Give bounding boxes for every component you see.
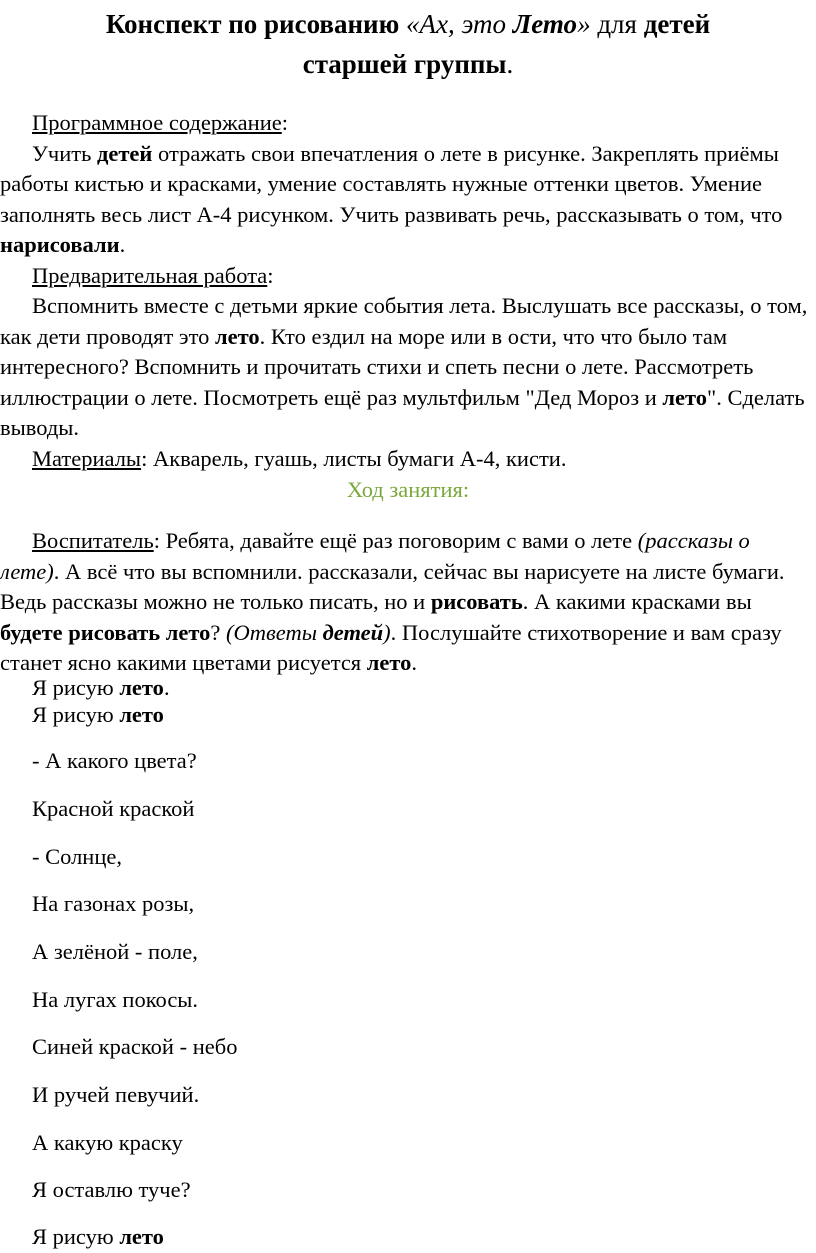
poem-line-1	[32, 673, 170, 703]
title-period: .	[506, 49, 514, 79]
prelim-text-1: Вспомнить вместе с детьми яркие события лета. Выслушать все рассказы, о том, как дети проводят это	[0, 293, 808, 349]
program-heading	[0, 108, 812, 139]
teacher-italic-1: (рассказы о лете)	[0, 528, 750, 584]
teacher-bold-2: будете рисовать лето	[0, 619, 211, 645]
program-paragraph	[0, 139, 812, 261]
prelim-bold-2: лето	[662, 384, 708, 410]
poem-line: На лугах покосы.	[32, 987, 199, 1012]
program-bold-1: детей	[97, 140, 153, 166]
teacher-text-3: . А какими красками вы	[522, 589, 752, 614]
poem-line-last	[32, 1222, 164, 1252]
title-summer: Лето	[512, 9, 578, 39]
prelim-bold-1: лето	[215, 323, 260, 349]
program-text-2: отражать свои впечатления о лете в рисунке. Закреплять приёмы работы кистью и красками, умение составлять нужные оттенки цветов. Умение заполнять весь лист А-4 рисунком. Учить развивать речь, рассказывать о том, что	[0, 140, 783, 227]
poem-last-bold: лето	[119, 1224, 164, 1249]
poem-line: Синей краской - небо	[32, 1034, 238, 1059]
title-quote-close: »	[577, 9, 591, 39]
intro-section	[0, 108, 812, 474]
poem-line-2-text: Я рисую	[32, 702, 120, 727]
poem-last-text: Я рисую	[32, 1224, 120, 1249]
poem-line: Красной краской	[32, 796, 195, 821]
teacher-bold-1: рисовать	[430, 589, 523, 614]
poem-line: А зелёной - поле,	[32, 939, 198, 964]
poem-line-1-bold: лето	[119, 675, 164, 700]
prelim-text-2: . Кто ездил на море или в ости, что что было там интересного? Вспомнить и прочитать стихи и спеть песни о лете. Рассмотреть иллюстрации о лете. Посмотреть ещё раз мультфильм "Дед Мороз и	[0, 323, 754, 410]
program-text-1: Учить	[32, 140, 98, 166]
poem-line: - А какого цвета?	[32, 748, 197, 773]
teacher-text-1: : Ребята, давайте ещё раз поговорим с вами о лете	[153, 528, 638, 553]
teacher-text-5: . Послушайте стихотворение и вам сразу станет ясно какими цветами рисуется	[0, 619, 782, 675]
teacher-text-2: . А всё что вы вспомнили. рассказали, сейчас вы нарисуете на листе бумаги. Ведь рассказы можно не только писать, но и	[0, 558, 785, 614]
poem-line: Я оставлю туче?	[32, 1177, 191, 1202]
title-children: детей	[643, 9, 711, 39]
program-bold-2: нарисовали	[0, 232, 120, 257]
title-quote-open: «Ах, это	[405, 9, 513, 39]
materials-label: Материалы	[32, 445, 142, 471]
teacher-text-4: ?	[210, 619, 227, 645]
title-group: старшей группы	[302, 49, 507, 79]
prelim-heading	[0, 261, 812, 292]
prelim-label: Предварительная работа	[32, 262, 268, 288]
materials-text: : Акварель, гуашь, листы бумаги А-4, кисти.	[141, 445, 567, 471]
teacher-text-6: .	[411, 650, 418, 675]
teacher-bold-3: лето	[366, 650, 412, 675]
teacher-italic-3: )	[383, 619, 391, 645]
poem-line: На газонах розы,	[32, 891, 195, 916]
prelim-paragraph	[0, 291, 812, 444]
title-for: для	[590, 9, 644, 39]
program-colon: :	[281, 110, 289, 135]
teacher-section	[0, 526, 812, 679]
poem-line-1-end: .	[163, 675, 170, 700]
document-title	[0, 4, 816, 84]
program-text-3: .	[119, 232, 126, 257]
teacher-italic-bold: детей	[322, 619, 384, 645]
teacher-label: Воспитатель	[32, 528, 154, 553]
poem-line-2-bold: лето	[119, 702, 164, 727]
materials-paragraph	[0, 444, 812, 475]
program-label: Программное содержание	[32, 110, 282, 135]
poem-line-2	[32, 700, 164, 730]
poem-line-1-text: Я рисую	[32, 675, 120, 700]
title-text: Конспект по рисованию	[105, 9, 406, 39]
lesson-heading: Ход занятия:	[346, 477, 470, 502]
poem-line: А какую краску	[32, 1130, 183, 1155]
poem-line: - Солнце,	[32, 844, 122, 869]
poem-line: И ручей певучий.	[32, 1082, 200, 1107]
prelim-text-3: ". Сделать выводы.	[0, 384, 805, 440]
teacher-italic-2: (Ответы	[226, 619, 323, 645]
prelim-colon: :	[267, 262, 274, 288]
teacher-paragraph	[0, 526, 812, 679]
